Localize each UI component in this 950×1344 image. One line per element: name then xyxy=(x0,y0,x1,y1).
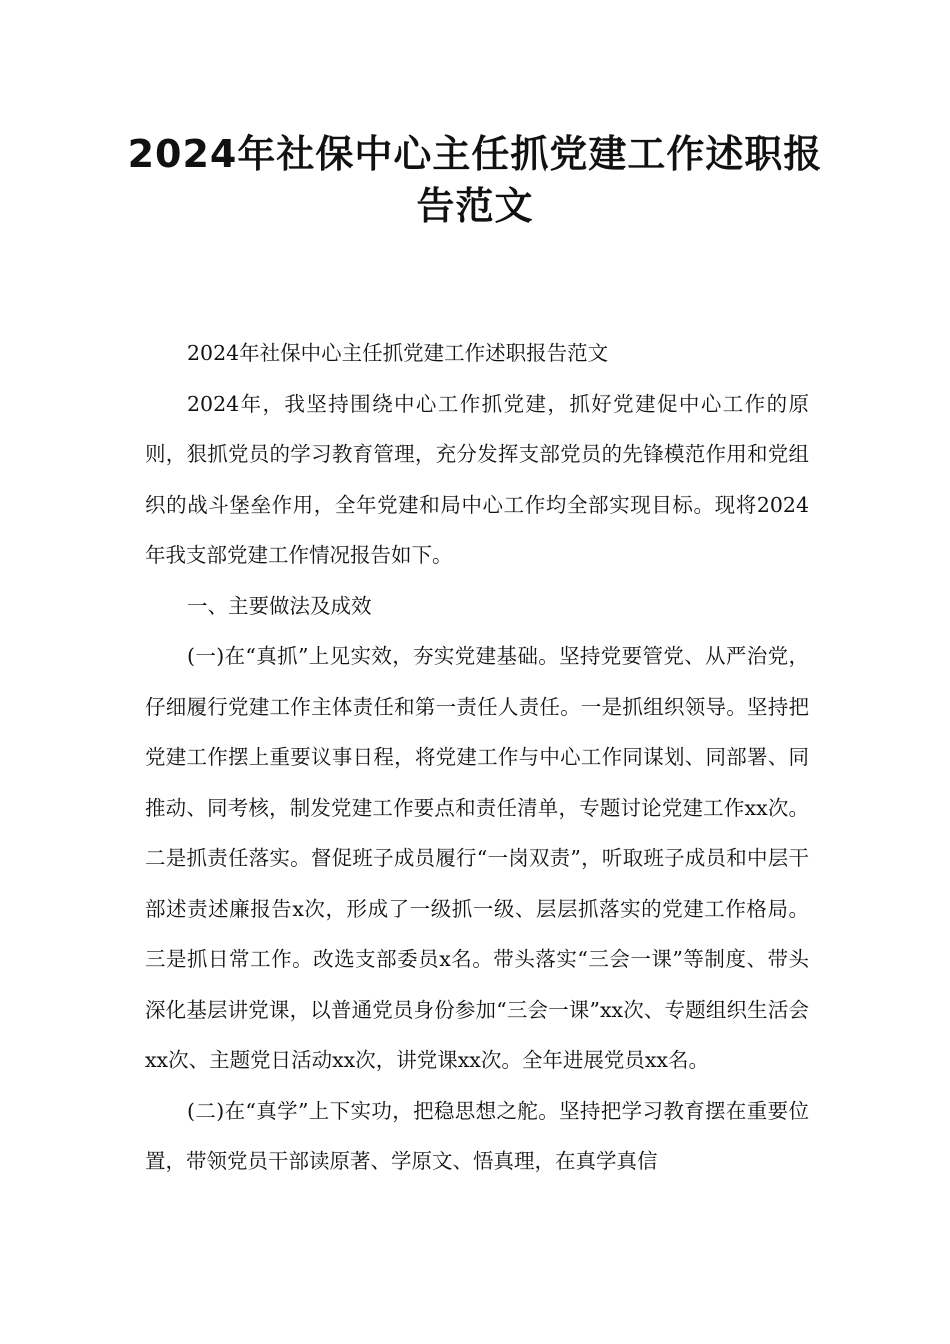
body-paragraph: 2024年，我坚持围绕中心工作抓党建，抓好党建促中心工作的原则，狠抓党员的学习教育管理，充分发挥支部党员的先锋模范作用和党组织的战斗堡垒作用，全年党建和局中心工作均全部实现目标。现将2024年我支部党建工作情况报告如下。 xyxy=(145,391,809,567)
body-paragraph: (二)在“真学”上下实功，把稳思想之舵。坚持把学习教育摆在重要位置，带领党员干部读原著、学原文、悟真理，在真学真信 xyxy=(145,1098,809,1173)
body-paragraph: 2024年社保中心主任抓党建工作述职报告范文 xyxy=(187,341,609,365)
body-paragraph: (一)在“真抓”上见实效，夯实党建基础。坚持党要管党、从严治党，仔细履行党建工作主体责任和第一责任人责任。一是抓组织领导。坚持把党建工作摆上重要议事日程，将党建工作与中心工作同谋划、同部署、同推动、同考核，制发党建工作要点和责任清单，专题讨论党建工作xx次。二是抓责任落实。督促班子成员履行“一岗双责”，听取班子成员和中层干部述责述廉报告x次，形成了一级抓一级、层层抓落实的党建工作格局。三是抓日常工作。改选支部委员x名。带头落实“三会一课”等制度、带头深化基层讲党课，以普通党员身份参加“三会一课”xx次、专题组织生活会xx次、主题党日活动xx次，讲党课xx次。全年进展党员xx名。 xyxy=(145,644,809,1072)
document-body xyxy=(145,328,809,1187)
document-title: 2024年社保中心主任抓党建工作述职报告范文 xyxy=(127,132,823,228)
section-heading: 一、主要做法及成效 xyxy=(187,593,372,618)
